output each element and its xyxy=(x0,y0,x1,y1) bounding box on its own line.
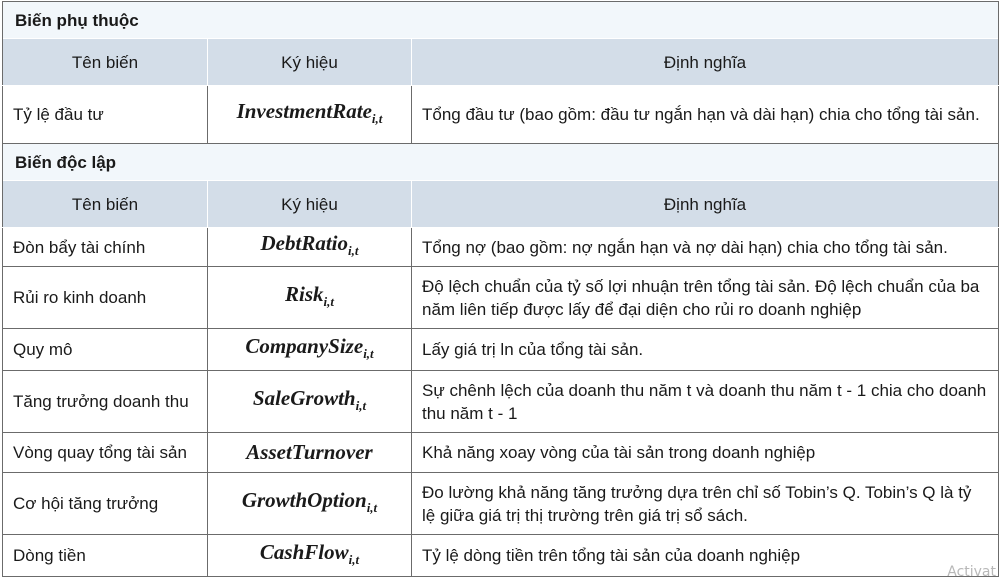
variable-symbol: InvestmentRate$_{i,t}$ xyxy=(208,86,412,144)
header-row-dependent xyxy=(3,39,999,86)
variable-definition: Tổng nợ (bao gồm: nợ ngắn hạn và nợ dài hạn) chia cho tổng tài sản. xyxy=(412,228,999,267)
table-row xyxy=(3,433,999,473)
section-row-dependent xyxy=(3,2,999,39)
header-symbol: Ký hiệu xyxy=(208,39,412,86)
variable-name: Đòn bẩy tài chính xyxy=(3,228,208,267)
variable-definition: Đo lường khả năng tăng trưởng dựa trên chỉ số Tobin’s Q. Tobin’s Q là tỷ lệ giữa giá trị thị trường trên giá trị sổ sách. xyxy=(412,473,999,535)
variable-name: Vòng quay tổng tài sản xyxy=(3,433,208,473)
table-row xyxy=(3,473,999,535)
table-row xyxy=(3,228,999,267)
variable-name: Quy mô xyxy=(3,329,208,371)
variable-symbol: Risk$_{i,t}$ xyxy=(208,267,412,329)
variable-name: Tỷ lệ đầu tư xyxy=(3,86,208,144)
variable-name: Dòng tiền xyxy=(3,535,208,577)
variable-definition: Lấy giá trị ln của tổng tài sản. xyxy=(412,329,999,371)
variable-definition: Khả năng xoay vòng của tài sản trong doanh nghiệp xyxy=(412,433,999,473)
variable-symbol: DebtRatio$_{i,t}$ xyxy=(208,228,412,267)
variable-definition: Sự chênh lệch của doanh thu năm t và doanh thu năm t - 1 chia cho doanh thu năm t - 1 xyxy=(412,371,999,433)
activation-watermark: Activat xyxy=(947,564,996,580)
header-name: Tên biến xyxy=(3,39,208,86)
header-definition: Định nghĩa xyxy=(412,181,999,228)
variable-name: Tăng trưởng doanh thu xyxy=(3,371,208,433)
section-row-independent xyxy=(3,144,999,181)
variable-symbol: CompanySize$_{i,t}$ xyxy=(208,329,412,371)
table-row xyxy=(3,267,999,329)
section-title-independent: Biến độc lập xyxy=(3,144,999,181)
table-row xyxy=(3,535,999,577)
section-title-dependent: Biến phụ thuộc xyxy=(3,2,999,39)
header-definition: Định nghĩa xyxy=(412,39,999,86)
variable-name: Cơ hội tăng trưởng xyxy=(3,473,208,535)
header-row-independent xyxy=(3,181,999,228)
variable-definition: Độ lệch chuẩn của tỷ số lợi nhuận trên tổng tài sản. Độ lệch chuẩn của ba năm liên tiếp được lấy để đại diện cho rủi ro doanh nghiệp xyxy=(412,267,999,329)
variable-definition: Tổng đầu tư (bao gồm: đầu tư ngắn hạn và dài hạn) chia cho tổng tài sản. xyxy=(412,86,999,144)
table-row xyxy=(3,86,999,144)
variable-symbol: GrowthOption$_{i,t}$ xyxy=(208,473,412,535)
variable-symbol: CashFlow$_{i,t}$ xyxy=(208,535,412,577)
header-symbol: Ký hiệu xyxy=(208,181,412,228)
table-row xyxy=(3,371,999,433)
table-row xyxy=(3,329,999,371)
variable-definition: Tỷ lệ dòng tiền trên tổng tài sản của doanh nghiệp xyxy=(412,535,999,577)
variable-symbol: SaleGrowth$_{i,t}$ xyxy=(208,371,412,433)
variables-table xyxy=(2,1,999,577)
header-name: Tên biến xyxy=(3,181,208,228)
variable-name: Rủi ro kinh doanh xyxy=(3,267,208,329)
variable-symbol: AssetTurnover xyxy=(208,433,412,473)
